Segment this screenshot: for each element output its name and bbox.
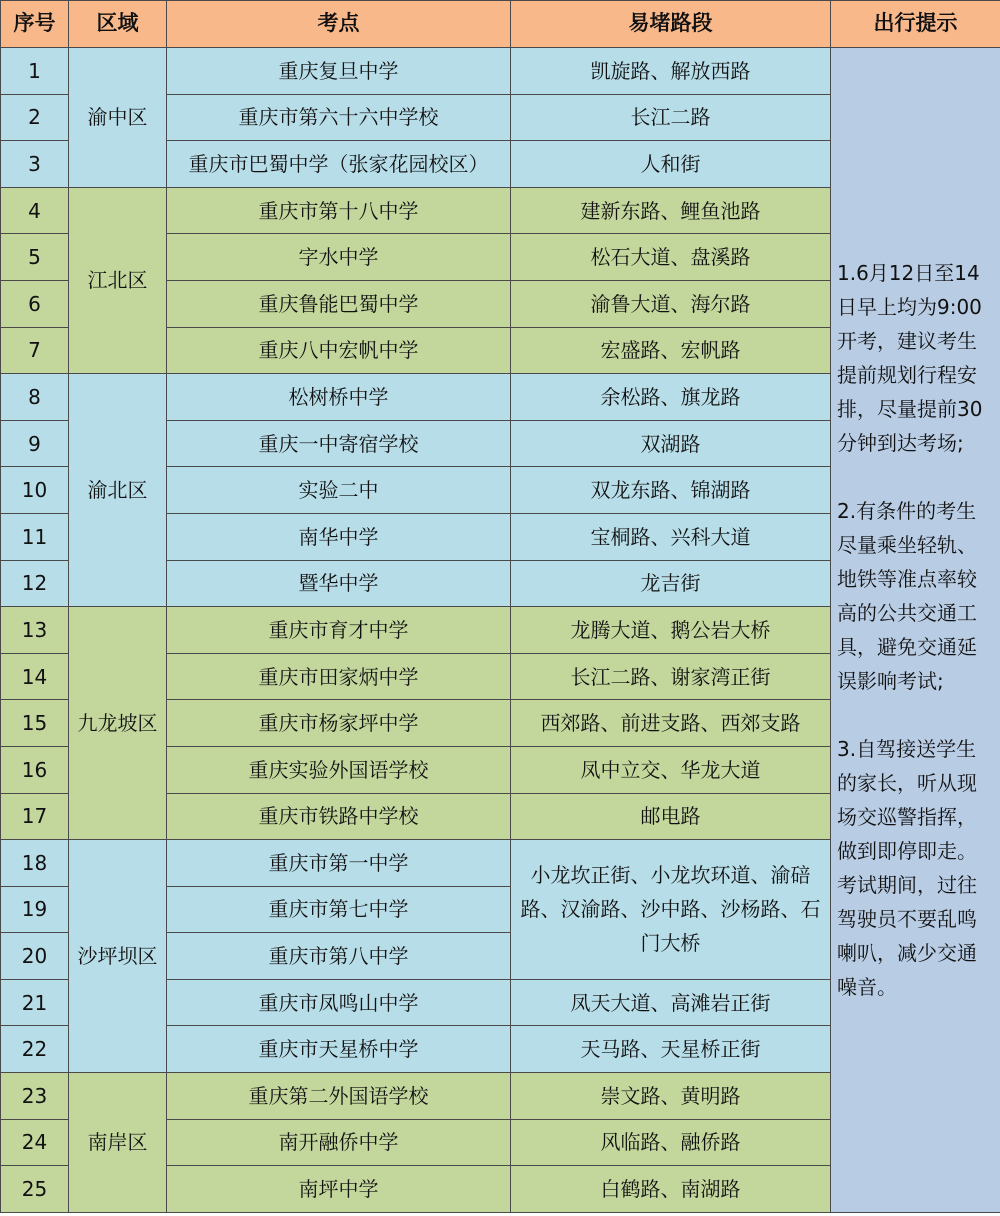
- header-row: [1, 1, 1000, 48]
- road-cell: 崇文路、黄明路: [511, 1073, 831, 1120]
- school-cell: 重庆市巴蜀中学（张家花园校区）: [167, 141, 511, 188]
- school-cell: 重庆市凤鸣山中学: [167, 979, 511, 1026]
- road-cell: 建新东路、鲤鱼池路: [511, 187, 831, 234]
- school-cell: 重庆市第六十六中学校: [167, 94, 511, 141]
- road-cell: 长江二路、谢家湾正街: [511, 653, 831, 700]
- district-cell: 九龙坡区: [69, 607, 167, 840]
- seq-cell: 2: [1, 94, 69, 141]
- road-cell: 双龙东路、锦湖路: [511, 467, 831, 514]
- road-cell: 邮电路: [511, 793, 831, 840]
- school-cell: 重庆市杨家坪中学: [167, 700, 511, 747]
- district-cell: 渝北区: [69, 374, 167, 607]
- seq-cell: 13: [1, 607, 69, 654]
- seq-cell: 1: [1, 48, 69, 95]
- seq-cell: 23: [1, 1073, 69, 1120]
- seq-cell: 22: [1, 1026, 69, 1073]
- road-cell: 龙腾大道、鹅公岩大桥: [511, 607, 831, 654]
- school-cell: 实验二中: [167, 467, 511, 514]
- road-cell: 人和街: [511, 141, 831, 188]
- tip-3: 3.自驾接送学生的家长，听从现场交巡警指挥，做到即停即走。考试期间，过往驾驶员不要乱鸣喇叭，减少交通噪音。: [837, 736, 977, 999]
- seq-cell: 21: [1, 979, 69, 1026]
- school-cell: 暨华中学: [167, 560, 511, 607]
- school-cell: 重庆市田家炳中学: [167, 653, 511, 700]
- road-cell: 西郊路、前进支路、西郊支路: [511, 700, 831, 747]
- seq-cell: 17: [1, 793, 69, 840]
- tip-2: 2.有条件的考生尽量乘坐轻轨、地铁等准点率较高的公共交通工具，避免交通延误影响考试;: [837, 498, 977, 693]
- seq-cell: 8: [1, 374, 69, 421]
- road-cell: 松石大道、盘溪路: [511, 234, 831, 281]
- district-cell: 渝中区: [69, 48, 167, 188]
- school-cell: 南开融侨中学: [167, 1119, 511, 1166]
- seq-cell: 16: [1, 746, 69, 793]
- seq-cell: 18: [1, 840, 69, 887]
- school-cell: 重庆复旦中学: [167, 48, 511, 95]
- seq-cell: 20: [1, 933, 69, 980]
- seq-cell: 5: [1, 234, 69, 281]
- school-cell: 重庆市第七中学: [167, 886, 511, 933]
- road-cell: 天马路、天星桥正街: [511, 1026, 831, 1073]
- seq-cell: 6: [1, 280, 69, 327]
- road-cell: 宏盛路、宏帆路: [511, 327, 831, 374]
- road-cell: 风临路、融侨路: [511, 1119, 831, 1166]
- school-cell: 重庆市第八中学: [167, 933, 511, 980]
- seq-cell: 4: [1, 187, 69, 234]
- road-cell: 渝鲁大道、海尔路: [511, 280, 831, 327]
- road-cell: 长江二路: [511, 94, 831, 141]
- road-cell: 凯旋路、解放西路: [511, 48, 831, 95]
- road-cell: 余松路、旗龙路: [511, 374, 831, 421]
- road-cell: 白鹤路、南湖路: [511, 1166, 831, 1213]
- seq-cell: 15: [1, 700, 69, 747]
- school-cell: 重庆市铁路中学校: [167, 793, 511, 840]
- school-cell: 重庆八中宏帆中学: [167, 327, 511, 374]
- school-cell: 重庆市天星桥中学: [167, 1026, 511, 1073]
- school-cell: 重庆鲁能巴蜀中学: [167, 280, 511, 327]
- seq-cell: 12: [1, 560, 69, 607]
- travel-tips-cell: [831, 48, 1000, 1213]
- road-cell: 凤中立交、华龙大道: [511, 746, 831, 793]
- seq-cell: 11: [1, 513, 69, 560]
- header-district: 区域: [69, 1, 167, 48]
- table-row: [1, 48, 1000, 95]
- seq-cell: 14: [1, 653, 69, 700]
- school-cell: 重庆第二外国语学校: [167, 1073, 511, 1120]
- seq-cell: 9: [1, 420, 69, 467]
- school-cell: 重庆市育才中学: [167, 607, 511, 654]
- district-cell: 江北区: [69, 187, 167, 373]
- header-tips: 出行提示: [831, 1, 1000, 48]
- seq-cell: 25: [1, 1166, 69, 1213]
- school-cell: 重庆市第十八中学: [167, 187, 511, 234]
- seq-cell: 10: [1, 467, 69, 514]
- seq-cell: 19: [1, 886, 69, 933]
- seq-cell: 7: [1, 327, 69, 374]
- header-school: 考点: [167, 1, 511, 48]
- road-cell: 龙吉街: [511, 560, 831, 607]
- school-cell: 南坪中学: [167, 1166, 511, 1213]
- school-cell: 重庆市第一中学: [167, 840, 511, 887]
- seq-cell: 3: [1, 141, 69, 188]
- header-road: 易堵路段: [511, 1, 831, 48]
- district-cell: 沙坪坝区: [69, 840, 167, 1073]
- district-cell: 南岸区: [69, 1073, 167, 1213]
- school-cell: 重庆一中寄宿学校: [167, 420, 511, 467]
- school-cell: 重庆实验外国语学校: [167, 746, 511, 793]
- school-cell: 松树桥中学: [167, 374, 511, 421]
- school-cell: 南华中学: [167, 513, 511, 560]
- header-seq: 序号: [1, 1, 69, 48]
- road-cell: 双湖路: [511, 420, 831, 467]
- school-cell: 字水中学: [167, 234, 511, 281]
- seq-cell: 24: [1, 1119, 69, 1166]
- road-cell-merged: 小龙坎正街、小龙坎环道、渝碚路、汉渝路、沙中路、沙杨路、石门大桥: [511, 840, 831, 980]
- road-cell: 宝桐路、兴科大道: [511, 513, 831, 560]
- road-cell: 凤天大道、高滩岩正街: [511, 979, 831, 1026]
- tip-1: 1.6月12日至14日早上均为9:00开考，建议考生提前规划行程安排，尽量提前30分钟到达考场;: [837, 260, 983, 455]
